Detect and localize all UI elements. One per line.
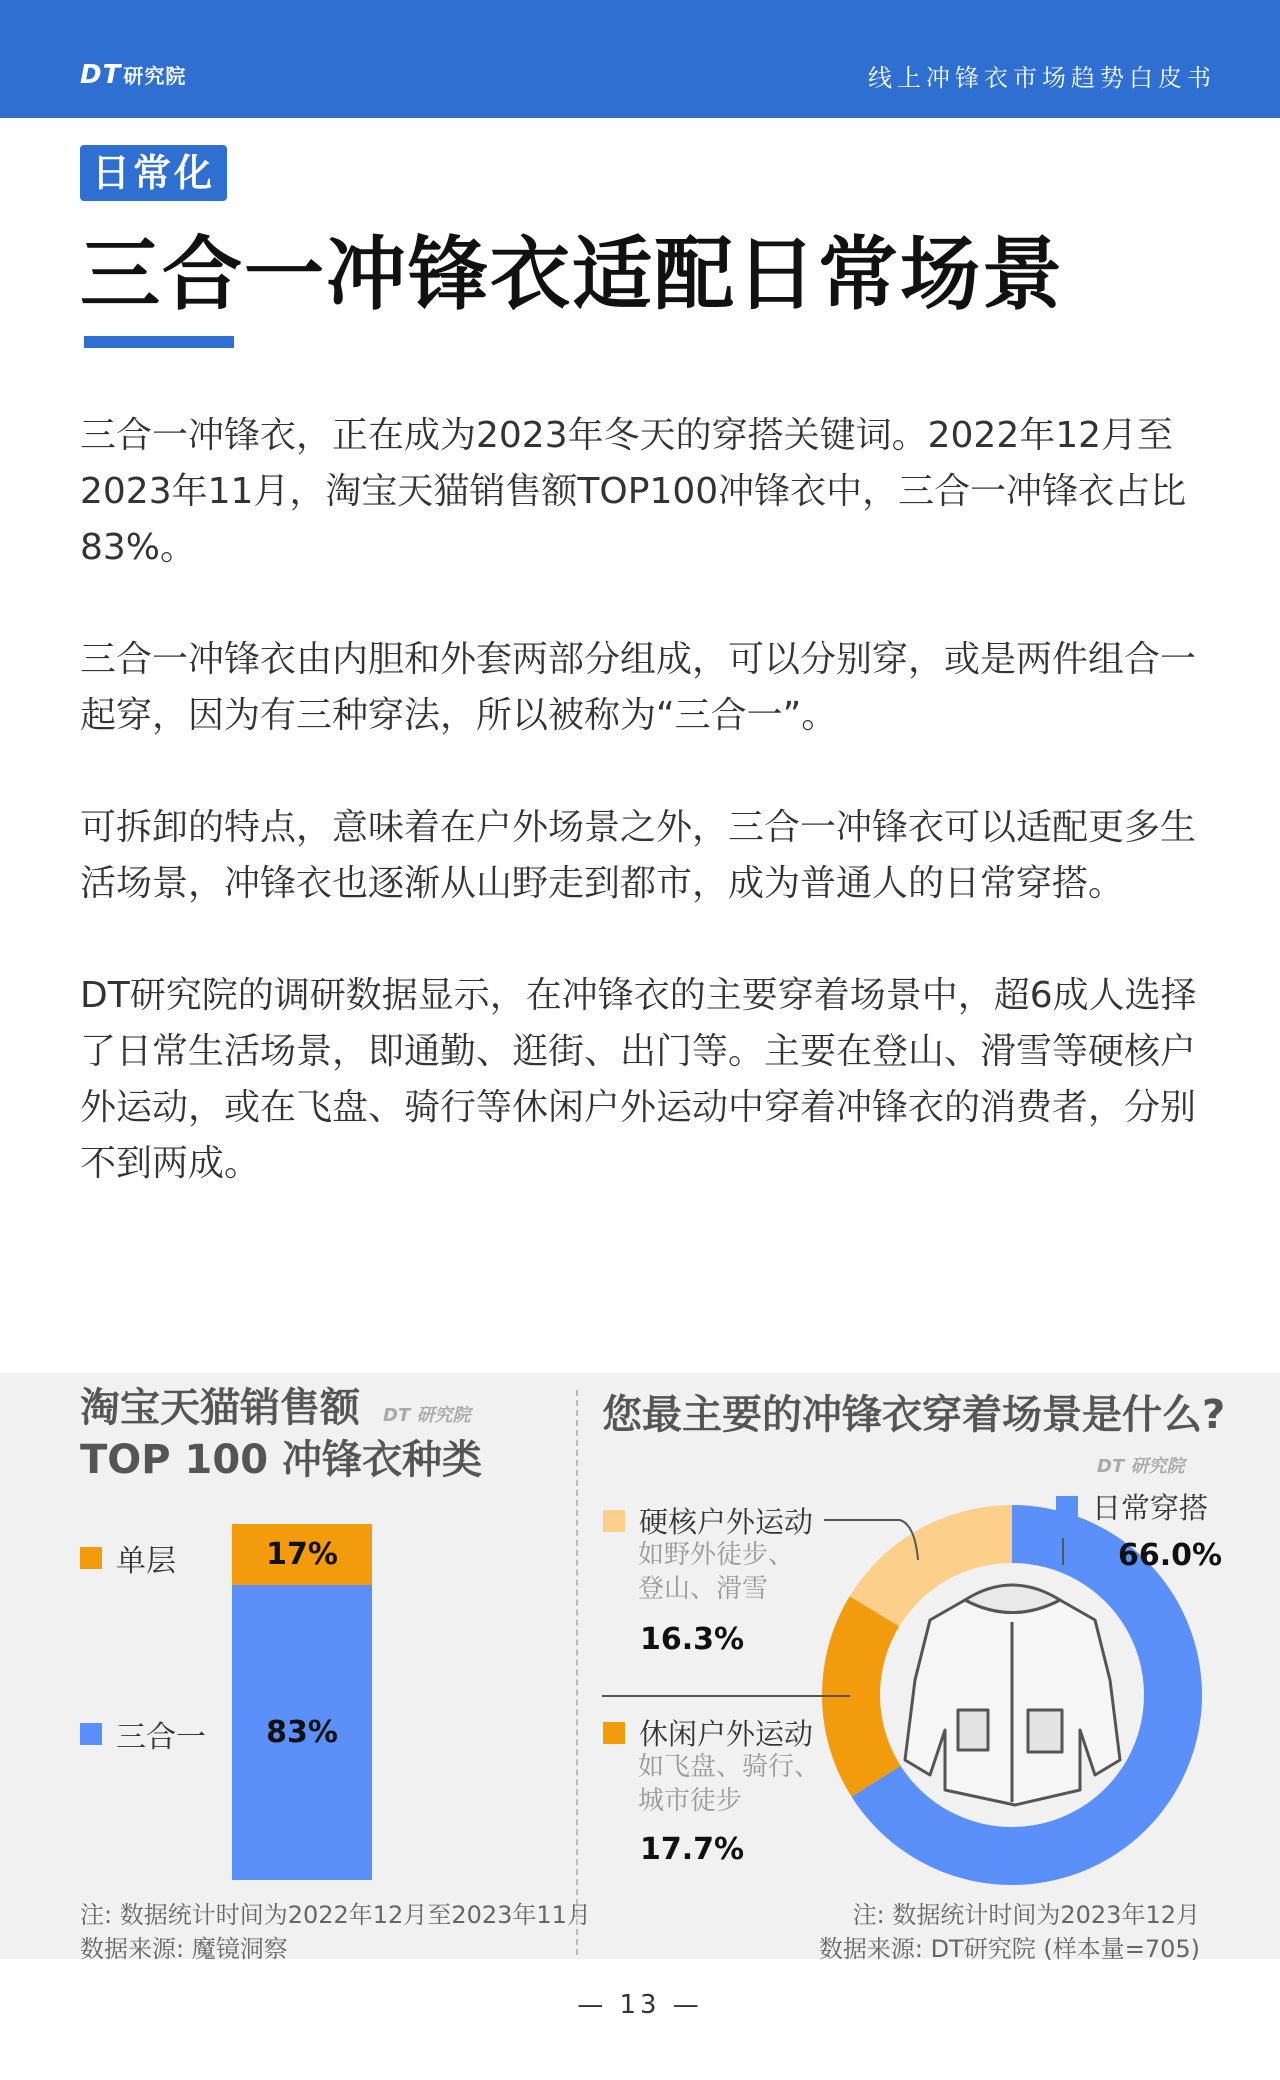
- category-name: 日常穿搭: [1092, 1491, 1209, 1525]
- category-desc: [638, 1538, 794, 1606]
- watermark-logo: DT 研究院: [383, 1405, 471, 1426]
- paragraph: 三合一冲锋衣由内胆和外套两部分组成，可以分别穿，或是两件组合一起穿，因为有三种穿法，所以被称为“三合一”。: [80, 639, 1197, 736]
- category-label-hardcore: [603, 1500, 813, 1541]
- jacket-illustration: [905, 1585, 1120, 1805]
- category-value: 16.3%: [640, 1622, 745, 1657]
- category-value: 17.7%: [640, 1832, 745, 1867]
- left-chart-title-line1: 淘宝天猫销售额: [80, 1385, 360, 1431]
- category-desc-line: 登山、滑雪: [638, 1574, 769, 1604]
- jacket-pocket: [1028, 1710, 1062, 1752]
- category-desc-line: 如飞盘、骑行、: [638, 1752, 821, 1782]
- category-value: 66.0%: [1118, 1538, 1223, 1573]
- category-desc-line: 城市徒步: [638, 1786, 743, 1816]
- category-name: 休闲户外运动: [639, 1717, 814, 1751]
- note-line: 注: 数据统计时间为2023年12月: [852, 1901, 1200, 1929]
- jacket-pocket: [958, 1710, 988, 1750]
- page-number: — 13 —: [577, 1990, 703, 2020]
- legend-swatch: [603, 1510, 625, 1532]
- bar-data-label: 83%: [266, 1714, 338, 1750]
- right-chart-title: 您最主要的冲锋衣穿着场景是什么?: [602, 1392, 1226, 1438]
- watermark-logo: DT 研究院: [1097, 1456, 1185, 1477]
- category-desc: [638, 1750, 820, 1818]
- category-label-leisure: [603, 1712, 813, 1753]
- legend-swatch: [1056, 1496, 1078, 1518]
- legend-label: 单层: [116, 1544, 176, 1579]
- paragraph: 三合一冲锋衣，正在成为2023年冬天的穿搭关键词。2022年12月至2023年11月，淘宝天猫销售额TOP100冲锋衣中，三合一冲锋衣占比83%。: [80, 415, 1187, 568]
- source-line: 数据来源: 魔镜洞察: [80, 1935, 288, 1963]
- paragraph: 可拆卸的特点，意味着在户外场景之外，三合一冲锋衣可以适配更多生活场景，冲锋衣也逐渐从山野走到都市，成为普通人的日常穿搭。: [80, 807, 1197, 904]
- note-line: 注: 数据统计时间为2022年12月至2023年11月: [80, 1901, 591, 1929]
- legend-label: 三合一: [116, 1720, 206, 1755]
- report-title: 线上冲锋衣市场趋势白皮书: [868, 64, 1216, 92]
- section-tag: 日常化: [80, 145, 227, 201]
- right-chart-note: [819, 1898, 1200, 1966]
- category-label-daily: [1056, 1486, 1208, 1527]
- page-title: 三合一冲锋衣适配日常场景: [80, 228, 1064, 321]
- bar-data-label: 17%: [266, 1536, 338, 1572]
- legend-swatch: [603, 1722, 625, 1744]
- source-line: 数据来源: DT研究院 (样本量=705): [818, 1935, 1200, 1963]
- category-desc-line: 如野外徒步、: [638, 1540, 795, 1570]
- logo-text: 研究院: [123, 64, 187, 88]
- category-name: 硬核户外运动: [639, 1505, 814, 1539]
- logo-mark: DT: [80, 60, 122, 90]
- paragraph: DT研究院的调研数据显示，在冲锋衣的主要穿着场景中，超6成人选择了日常生活场景，即通勤、逛街、出门等。主要在登山、滑雪等硬核户外运动，或在飞盘、骑行等休闲户外运动中穿着冲锋衣的消费者，分别不到两成。: [80, 975, 1197, 1184]
- left-chart-title-line2: TOP 100 冲锋衣种类: [80, 1437, 482, 1483]
